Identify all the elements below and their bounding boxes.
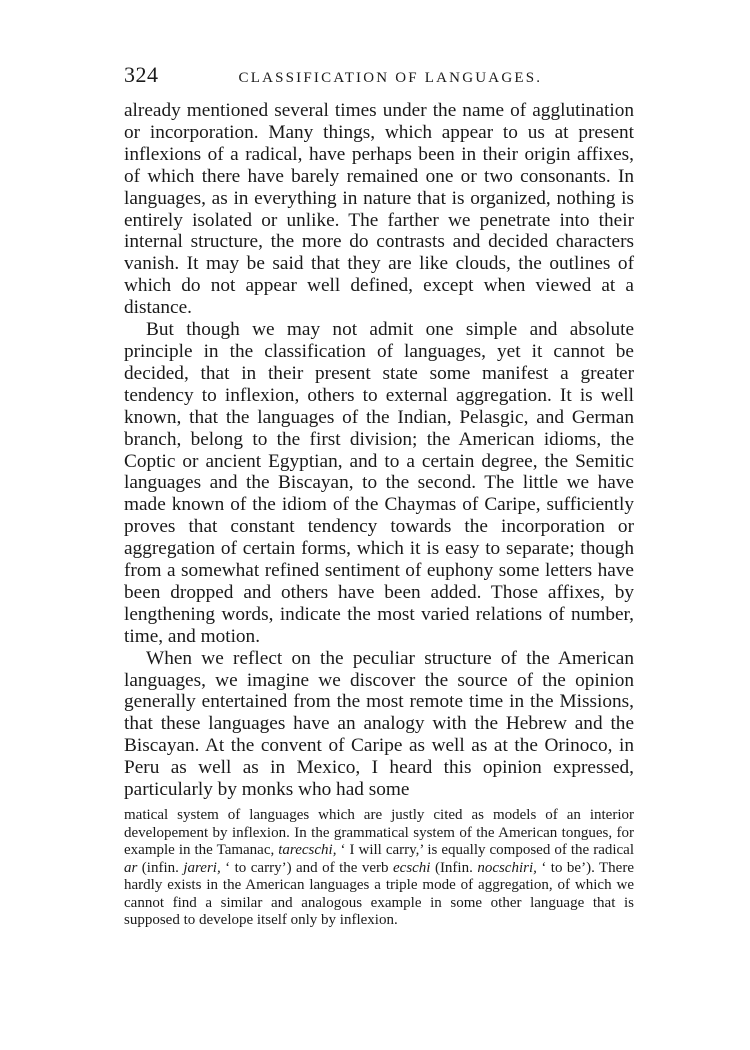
page-number: 324 bbox=[124, 62, 159, 87]
footnote-text-part: matical system of languages which are justly cited as models of an interior developement by inflexion. In the grammatical system of the American tongues, for example in the Tamanac, bbox=[124, 807, 634, 858]
paragraph-3: When we reflect on the peculiar structure of the American languages, we imagine we discover the source of the opinion generally entertained from the most remote time in the Missions, that these languages have an analogy with the Hebrew and the Biscayan. At the convent of Caripe as well as at the Orinoco, in Peru as well as in Mexico, I heard this opinion expressed, particularly by monks who had some bbox=[124, 647, 634, 801]
paragraph-2: But though we may not admit one simple and absolute principle in the classification of languages, yet it cannot be decided, that in their present state some manifest a greater tendency to inflexion, others to external aggregation. It is well known, that the languages of the Indian, Pelasgic, and German branch, belong to the first division; the American idioms, the Coptic or ancient Egyptian, and to a certain degree, the Semitic languages and the Biscayan, to the second. The little we have made known of the idiom of the Chaymas of Caripe, sufficiently proves that constant tendency towards the incorporation or aggregation of certain forms, which it is easy to separate; though from a somewhat refined sentiment of euphony some letters have been dropped and others have been added. Those affixes, by lengthening words, indicate the most varied relations of number, time, and motion. bbox=[124, 319, 634, 647]
paragraph-1: already mentioned several times under the name of agglutination or incorporation. Many things, which appear to us at present inflexions of a radical, have perhaps been in their origin affixes, of which there have barely remained one or two consonants. In languages, as in everything in nature that is organized, nothing is entirely isolated or unlike. The farther we penetrate into their internal structure, the more do contrasts and decided characters vanish. It may be said that they are like clouds, the outlines of which do not appear well defined, except when viewed at a distance. bbox=[124, 100, 634, 319]
body-text bbox=[124, 100, 634, 801]
footnote-text-part: ‘ to carry’) and of the verb bbox=[220, 859, 393, 876]
footnote-text-part: (Infin. bbox=[430, 859, 478, 876]
footnote-text bbox=[124, 807, 634, 930]
running-head: CLASSIFICATION OF LANGUAGES. bbox=[238, 70, 543, 86]
footnote-text-part: ‘ I will carry,’ is equally composed of the radical bbox=[336, 842, 634, 858]
footnote-text-part: ‘ to be’). There hardly exists in the American languages a triple mode of aggregation, of which we cannot find a similar and analogous example in some other language that is supposed to develope itself only by inflexion. bbox=[124, 859, 634, 928]
page-header bbox=[124, 62, 634, 90]
footnote-term: nocschiri, bbox=[477, 859, 537, 876]
footnote-term: ar bbox=[124, 859, 138, 876]
footnote-text-part: (infin. bbox=[137, 859, 184, 876]
footnote bbox=[124, 807, 634, 930]
footnote-term: ecschi bbox=[393, 859, 431, 876]
footnote-term: tarecschi, bbox=[278, 842, 337, 858]
footnote-term: jareri, bbox=[183, 859, 221, 876]
